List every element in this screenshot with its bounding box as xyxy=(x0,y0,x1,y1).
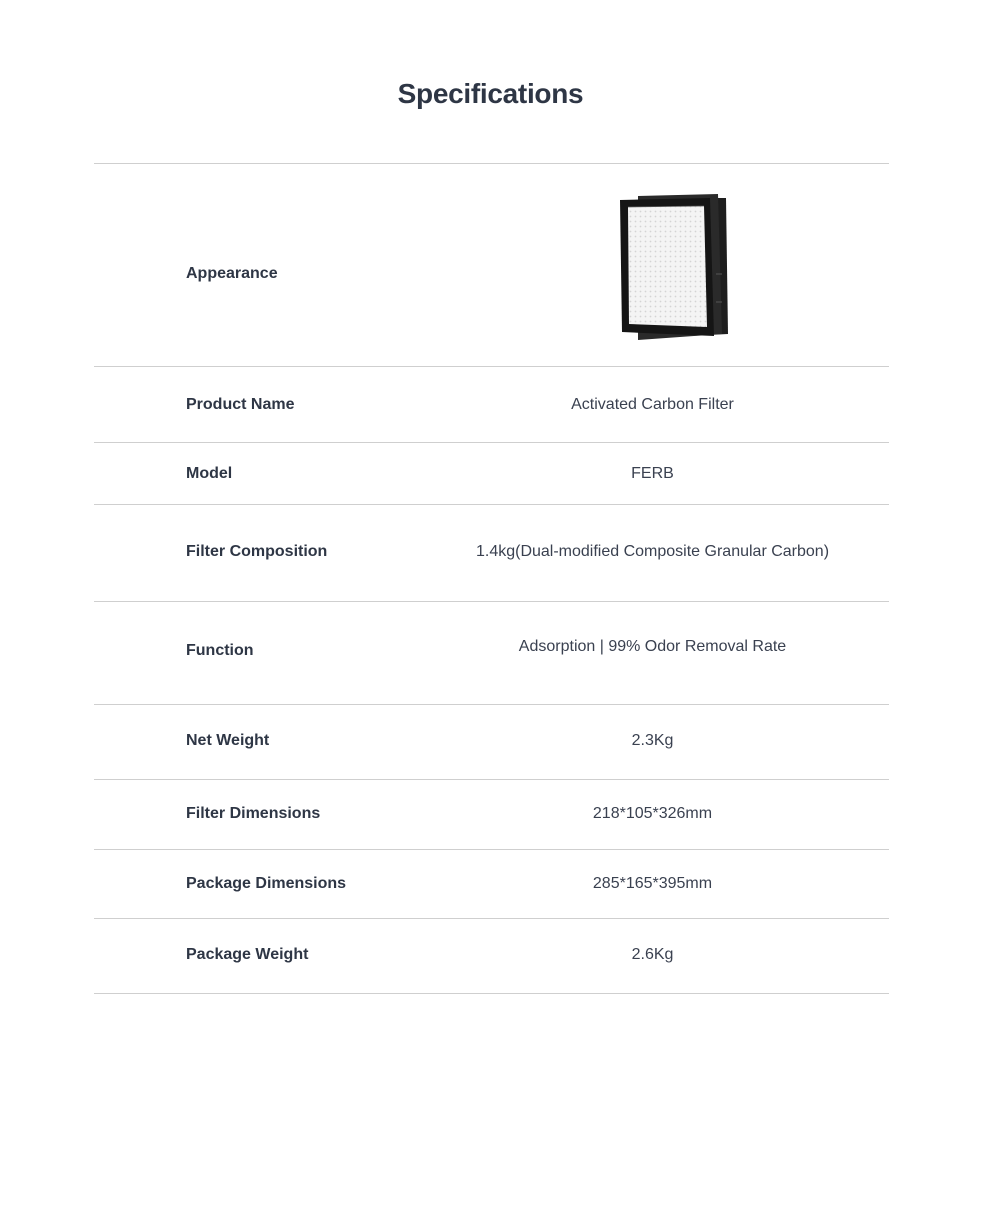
spec-label: Function xyxy=(186,642,254,659)
specifications-table xyxy=(94,163,889,994)
spec-value: Activated Carbon Filter xyxy=(571,396,734,413)
spec-row-product-name xyxy=(94,367,889,443)
spec-label: Product Name xyxy=(186,396,295,413)
spec-row-filter-composition xyxy=(94,505,889,602)
spec-value: 1.4kg(Dual-modified Composite Granular Carbon) xyxy=(475,543,830,560)
spec-row-function xyxy=(94,602,889,705)
spec-value: 285*165*395mm xyxy=(592,875,713,892)
carbon-filter-image xyxy=(618,194,732,340)
spec-row-package-weight xyxy=(94,919,889,994)
spec-label: Filter Dimensions xyxy=(186,805,321,822)
spec-label: Package Weight xyxy=(186,946,309,963)
spec-value: Adsorption | 99% Odor Removal Rate xyxy=(518,638,787,655)
spec-row-appearance xyxy=(94,164,889,367)
spec-label: Appearance xyxy=(186,265,278,282)
spec-label: Model xyxy=(186,465,233,482)
spec-label: Filter Composition xyxy=(186,543,328,560)
spec-label: Net Weight xyxy=(186,732,270,749)
spec-value: 218*105*326mm xyxy=(592,805,713,822)
spec-value: 2.6Kg xyxy=(631,946,674,963)
page-title: Specifications xyxy=(397,78,584,109)
spec-label: Package Dimensions xyxy=(186,875,347,892)
spec-row-filter-dimensions xyxy=(94,780,889,850)
spec-value: FERB xyxy=(631,465,674,482)
spec-value: 2.3Kg xyxy=(631,732,674,749)
spec-row-model xyxy=(94,443,889,505)
spec-row-net-weight xyxy=(94,705,889,780)
spec-row-package-dimensions xyxy=(94,850,889,919)
